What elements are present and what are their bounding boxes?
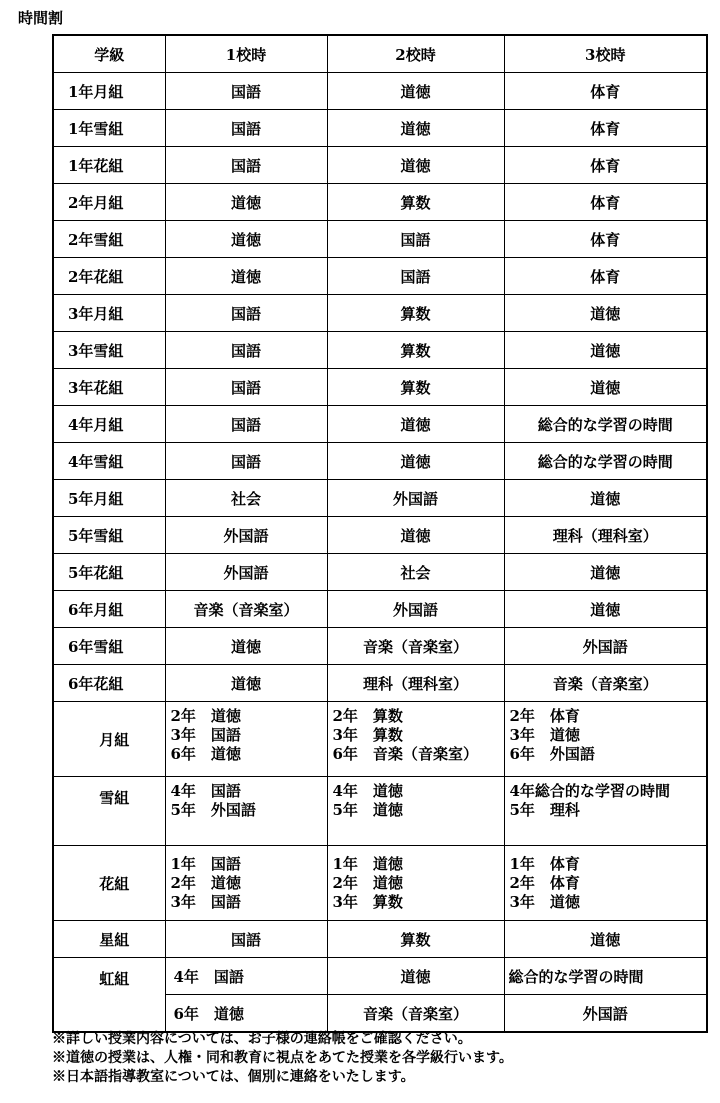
page-title: 時間割	[18, 9, 64, 27]
lesson-line: 2年 体育	[509, 707, 580, 725]
period-cell: 体育	[504, 73, 707, 110]
period-cell: 国語	[327, 221, 504, 258]
period-cell: 国語	[165, 369, 327, 406]
class-name: 6年花組	[53, 665, 165, 702]
period-cell: 道徳	[327, 147, 504, 184]
lesson-line: 4年総合的な学習の時間	[509, 782, 670, 800]
period-cell: 道徳	[504, 295, 707, 332]
lesson-line: 4年 国語	[170, 782, 241, 800]
period-cell: 音楽（音楽室）	[327, 995, 504, 1033]
footnote: ※日本語指導教室については、個別に連絡をいたします。	[52, 1069, 415, 1085]
lesson-line: 1年 体育	[509, 854, 580, 873]
period-cell: 体育	[504, 221, 707, 258]
class-name: 1年雪組	[53, 110, 165, 147]
period-cell: 道徳	[504, 332, 707, 369]
period-cell	[165, 846, 327, 921]
period-cell: 社会	[165, 480, 327, 517]
header-period-3: 3校時	[504, 35, 707, 73]
period-cell: 社会	[327, 554, 504, 591]
table-row	[53, 665, 707, 702]
lesson-line: 2年 道徳	[332, 873, 403, 892]
table-row	[53, 591, 707, 628]
period-cell: 音楽（音楽室）	[327, 628, 504, 665]
lesson-line: 5年 道徳	[332, 801, 403, 819]
period-cell: 国語	[165, 921, 327, 958]
period-cell: 算数	[327, 332, 504, 369]
period-cell: 道徳	[327, 110, 504, 147]
lesson-line: 3年 国語	[170, 726, 241, 744]
table-row	[53, 73, 707, 110]
lesson-line: 5年 外国語	[170, 801, 256, 819]
table-row	[53, 147, 707, 184]
period-cell: 国語	[165, 332, 327, 369]
lesson-line: 3年 道徳	[509, 892, 580, 911]
period-cell: 道徳	[165, 665, 327, 702]
period-cell: 道徳	[165, 628, 327, 665]
period-cell: 総合的な学習の時間	[504, 406, 707, 443]
lesson-line: 2年 体育	[509, 873, 580, 892]
period-cell: 外国語	[327, 591, 504, 628]
period-cell: 体育	[504, 147, 707, 184]
period-cell: 音楽（音楽室）	[504, 665, 707, 702]
period-cell: 外国語	[165, 517, 327, 554]
table-row	[53, 443, 707, 480]
class-name: 2年雪組	[53, 221, 165, 258]
period-cell: 国語	[165, 295, 327, 332]
table-row	[53, 958, 707, 995]
table-row	[53, 628, 707, 665]
period-cell: 音楽（音楽室）	[165, 591, 327, 628]
table-row	[53, 258, 707, 295]
period-cell: 道徳	[327, 958, 504, 995]
period-cell: 外国語	[327, 480, 504, 517]
lesson-line: 6年 音楽（音楽室）	[332, 745, 478, 763]
table-row	[53, 332, 707, 369]
table-row	[53, 480, 707, 517]
period-cell: 道徳	[327, 73, 504, 110]
table-row	[53, 110, 707, 147]
lesson-line: 2年 算数	[332, 707, 403, 725]
footnote: ※道徳の授業は、人権・同和教育に視点をあてた授業を各学級行います。	[52, 1050, 513, 1066]
period-cell: 外国語	[504, 995, 707, 1033]
period-cell	[504, 702, 707, 777]
period-cell: 国語	[165, 73, 327, 110]
class-name: 3年雪組	[53, 332, 165, 369]
class-name: 月組	[53, 702, 165, 777]
period-cell: 国語	[165, 406, 327, 443]
lesson-line: 4年 道徳	[332, 782, 403, 800]
lesson-line: 3年 道徳	[509, 726, 580, 744]
table-row	[53, 517, 707, 554]
special-classes	[53, 702, 707, 1033]
period-cell: 算数	[327, 295, 504, 332]
class-name: 1年花組	[53, 147, 165, 184]
class-name: 雪組	[53, 777, 165, 846]
table-row	[53, 554, 707, 591]
period-cell: 道徳	[327, 517, 504, 554]
period-cell: 道徳	[504, 369, 707, 406]
period-cell: 体育	[504, 258, 707, 295]
table-row	[53, 221, 707, 258]
period-cell	[504, 777, 707, 846]
lesson-line: 1年 道徳	[332, 854, 403, 873]
header-row	[53, 35, 707, 73]
period-cell: 道徳	[327, 443, 504, 480]
period-cell: 道徳	[504, 921, 707, 958]
period-cell	[504, 846, 707, 921]
lesson-line: 5年 理科	[509, 801, 580, 819]
table-row	[53, 184, 707, 221]
lesson-line: 3年 算数	[332, 726, 403, 744]
period-cell: 6年 道徳	[165, 995, 327, 1033]
period-cell: 国語	[165, 443, 327, 480]
period-cell: 算数	[327, 921, 504, 958]
period-cell: 総合的な学習の時間	[504, 443, 707, 480]
class-name: 6年月組	[53, 591, 165, 628]
class-name: 花組	[53, 846, 165, 921]
period-cell: 算数	[327, 369, 504, 406]
period-cell	[327, 846, 504, 921]
class-name: 5年花組	[53, 554, 165, 591]
class-name: 3年月組	[53, 295, 165, 332]
period-cell: 道徳	[504, 591, 707, 628]
period-cell: 国語	[165, 147, 327, 184]
lesson-line: 3年 国語	[170, 892, 241, 911]
table-row	[53, 846, 707, 921]
lesson-line: 2年 道徳	[170, 873, 241, 892]
class-name: 4年月組	[53, 406, 165, 443]
class-name: 星組	[53, 921, 165, 958]
lesson-line: 2年 道徳	[170, 707, 241, 725]
table-row	[53, 702, 707, 777]
class-name: 5年雪組	[53, 517, 165, 554]
lesson-line: 3年 算数	[332, 892, 403, 911]
lesson-line: 6年 道徳	[170, 745, 241, 763]
period-cell: 体育	[504, 184, 707, 221]
period-cell: 国語	[327, 258, 504, 295]
class-name: 3年花組	[53, 369, 165, 406]
timetable	[52, 34, 708, 1033]
header-class: 学級	[53, 35, 165, 73]
period-cell: 4年 国語	[165, 958, 327, 995]
class-name: 2年月組	[53, 184, 165, 221]
period-cell: 道徳	[165, 258, 327, 295]
period-cell: 算数	[327, 184, 504, 221]
period-cell: 理科（理科室）	[327, 665, 504, 702]
period-cell: 道徳	[165, 184, 327, 221]
class-name: 5年月組	[53, 480, 165, 517]
period-cell: 道徳	[165, 221, 327, 258]
class-name: 4年雪組	[53, 443, 165, 480]
period-cell: 総合的な学習の時間	[504, 958, 707, 995]
period-cell	[165, 777, 327, 846]
period-cell: 道徳	[327, 406, 504, 443]
timetable-body	[53, 73, 707, 702]
period-cell	[327, 777, 504, 846]
header-period-1: 1校時	[165, 35, 327, 73]
class-name: 2年花組	[53, 258, 165, 295]
period-cell	[327, 702, 504, 777]
table-row	[53, 369, 707, 406]
table-row	[53, 295, 707, 332]
period-cell: 道徳	[504, 480, 707, 517]
footnotes	[52, 1030, 513, 1087]
period-cell: 体育	[504, 110, 707, 147]
footnote: ※詳しい授業内容については、お子様の連絡帳をご確認ください。	[52, 1031, 472, 1047]
period-cell	[165, 702, 327, 777]
lesson-line: 1年 国語	[170, 854, 241, 873]
period-cell: 理科（理科室）	[504, 517, 707, 554]
class-name: 6年雪組	[53, 628, 165, 665]
header-period-2: 2校時	[327, 35, 504, 73]
table-row	[53, 921, 707, 958]
class-name: 虹組	[53, 958, 165, 1033]
period-cell: 国語	[165, 110, 327, 147]
period-cell: 外国語	[504, 628, 707, 665]
table-row	[53, 777, 707, 846]
period-cell: 道徳	[504, 554, 707, 591]
table-row	[53, 406, 707, 443]
class-name: 1年月組	[53, 73, 165, 110]
period-cell: 外国語	[165, 554, 327, 591]
lesson-line: 6年 外国語	[509, 745, 595, 763]
